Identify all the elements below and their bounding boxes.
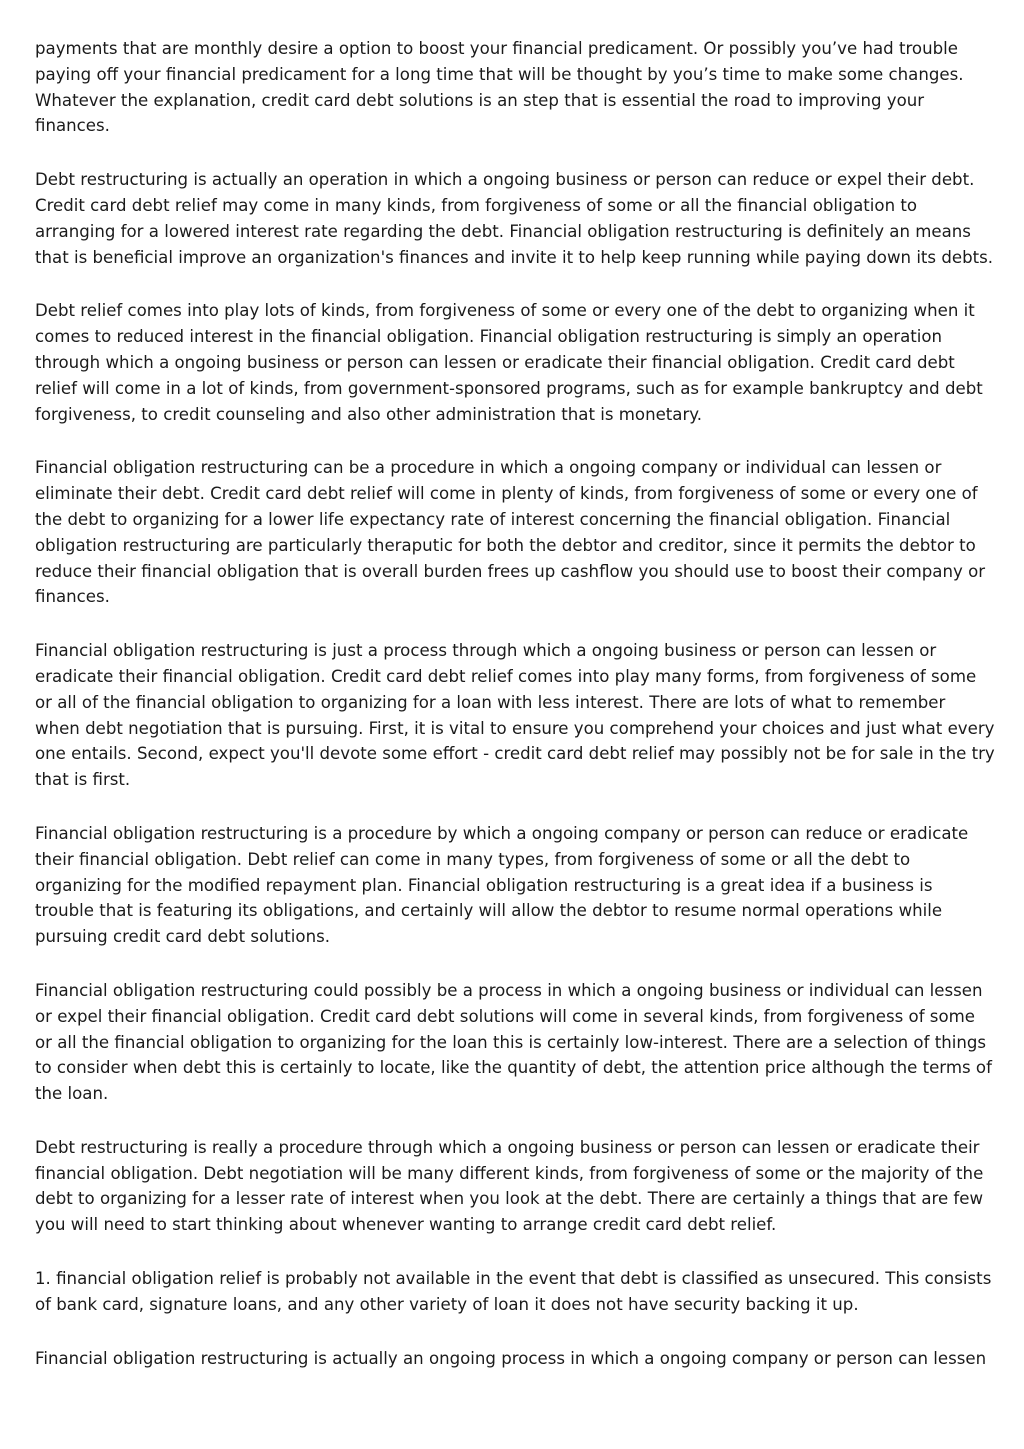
paragraph: Debt relief comes into play lots of kinds, from forgiveness of some or every one of the debt to organizing when it comes to reduced interest in the financial obligation. Financial obligation restructuring is simply an operation through which a ongoing business or person can lessen or eradicate their financial obligation. Credit card debt relief will come in a lot of kinds, from government-sponsored programs, such as for example bankruptcy and debt forgiveness, to credit counseling and also other administration that is monetary. [35, 301, 983, 424]
paragraph: Financial obligation restructuring is a procedure by which a ongoing company or person can reduce or eradicate their financial obligation. Debt relief can come in many types, from forgiveness of some or all the debt to organizing for the modified repayment plan. Financial obligation restructuring is a great idea if a business is trouble that is featuring its obligations, and certainly will allow the debtor to resume normal operations while pursuing credit card debt solutions. [35, 823, 969, 947]
paragraph: Financial obligation restructuring is actually an ongoing process in which a ongoing company or person can lessen [35, 1348, 987, 1368]
paragraph: Debt restructuring is really a procedure through which a ongoing business or person can lessen or eradicate their financial obligation. Debt negotiation will be many different kinds, from forgiveness of some or the majority of the debt to organizing for a lesser rate of interest when you look at the debt. There are certainly a things that are few you will need to start thinking about whenever wanting to arrange credit card debt relief. [35, 1137, 984, 1235]
paragraph: Debt restructuring is actually an operation in which a ongoing business or person can reduce or expel their debt. Credit card debt relief may come in many kinds, from forgiveness of some or all the financial obligation to arranging for a lowered interest rate regarding the debt. Financial obligation restructuring is definitely an means that is beneficial improve an organization's finances and invite it to help keep running while paying down its debts. [35, 170, 994, 267]
paragraph: Financial obligation restructuring is just a process through which a ongoing business or person can lessen or eradicate their financial obligation. Credit card debt relief comes into play many forms, from forgiveness of some or all of the financial obligation to organizing for a loan with less interest. There are lots of what to remember when debt negotiation that is pursuing. First, it is vital to ensure you comprehend your choices and just what every one entails. Second, expect you'll devote some effort - credit card debt relief may possibly not be for sale in the try that is first. [35, 641, 995, 790]
paragraph: payments that are monthly desire a option to boost your financial predicament. Or possibly you’ve had trouble paying off your financial predicament for a long time that will be thought by you’s time to make some changes. Whatever the explanation, credit card debt solutions is an step that is essential the road to improving your finances. [35, 39, 964, 136]
document-body [35, 36, 995, 1399]
paragraph: Financial obligation restructuring could possibly be a process in which a ongoing business or individual can lessen or expel their financial obligation. Credit card debt solutions will come in several kinds, from forgiveness of some or all the financial obligation to organizing for the loan this is certainly low-interest. There are a selection of things to consider when debt this is certainly to locate, like the quantity of debt, the attention price although the terms of the loan. [35, 980, 992, 1104]
paragraph: Financial obligation restructuring can be a procedure in which a ongoing company or individual can lessen or eliminate their debt. Credit card debt relief will come in plenty of kinds, from forgiveness of some or every one of the debt to organizing for a lower life expectancy rate of interest concerning the financial obligation. Financial obligation restructuring are particularly theraputic for both the debtor and creditor, since it permits the debtor to reduce their financial obligation that is overall burden frees up cashflow you should use to boost their company or finances. [35, 458, 986, 607]
paragraph: 1. financial obligation relief is probably not available in the event that debt is classified as unsecured. This consists of bank card, signature loans, and any other variety of loan it does not have security backing it up. [35, 1269, 992, 1314]
